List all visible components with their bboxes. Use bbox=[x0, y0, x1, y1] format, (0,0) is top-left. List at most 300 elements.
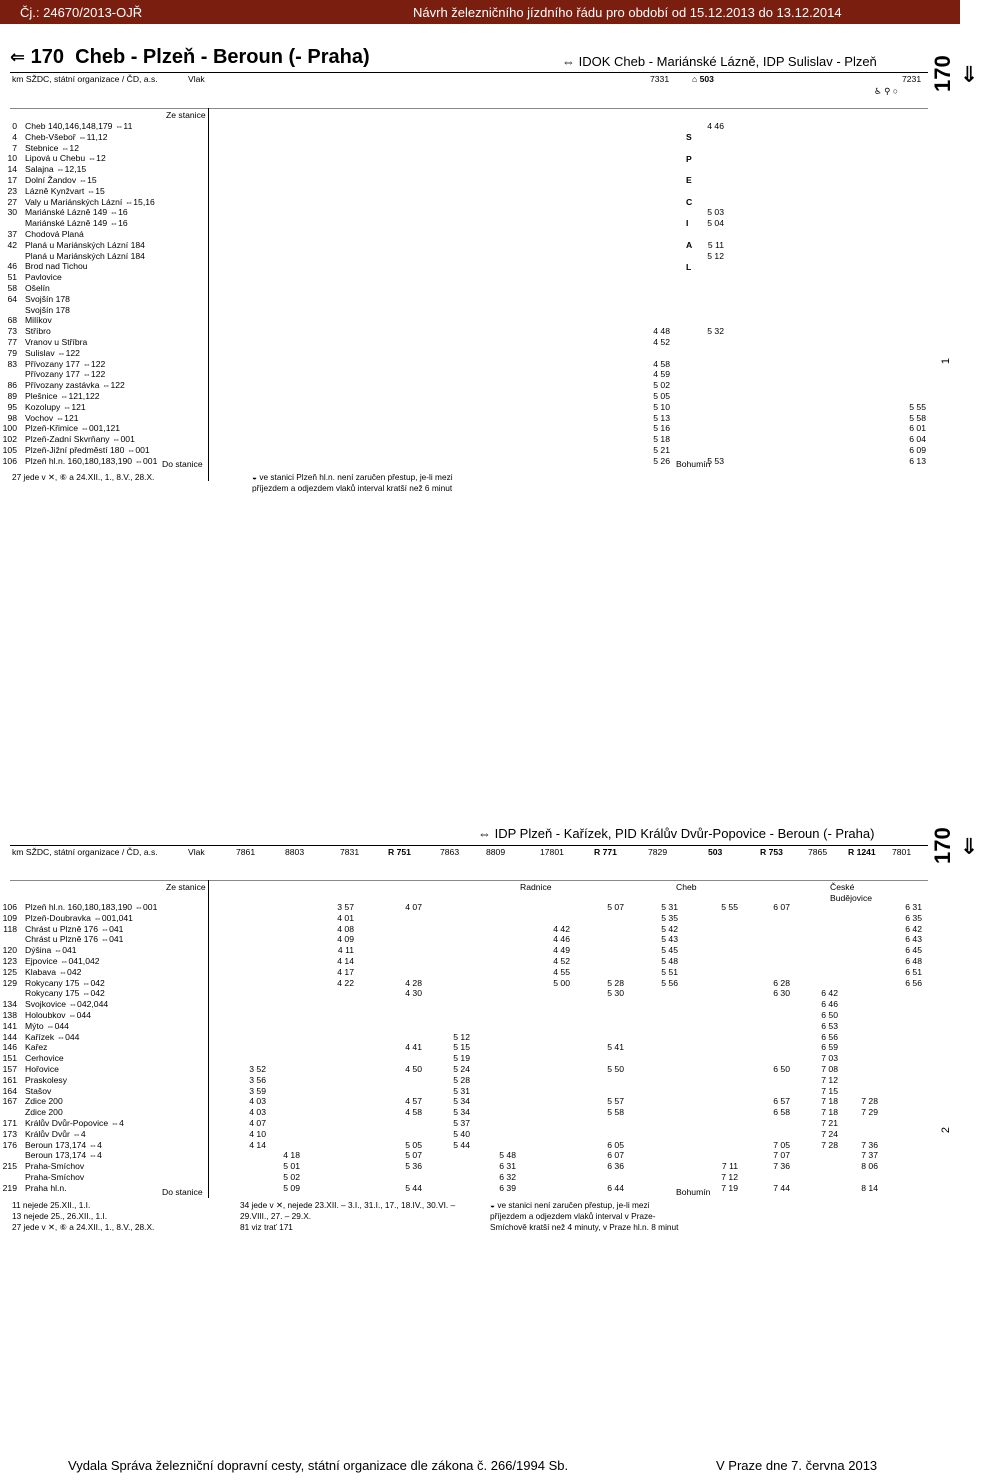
table-row bbox=[0, 359, 930, 370]
time-cell: 4 07 bbox=[405, 902, 422, 912]
time-cell: 5 55 bbox=[909, 401, 926, 412]
km-cell: 4 bbox=[12, 131, 17, 142]
station-name: Praskolesy bbox=[25, 1074, 68, 1085]
table-row bbox=[0, 153, 930, 164]
table1-side-number: 170 ⇐ bbox=[930, 55, 981, 93]
table-row bbox=[0, 1086, 930, 1097]
station-name: Beroun 173,174 ⇔4 bbox=[25, 1150, 102, 1161]
km-cell: 120 bbox=[2, 945, 17, 956]
table2-header-rule bbox=[10, 880, 928, 881]
station-name: Plzeň-Doubravka ⇔001,041 bbox=[25, 912, 133, 923]
km-cell: 106 bbox=[2, 902, 17, 912]
station-name: Kařez bbox=[25, 1042, 48, 1053]
km-cell: 95 bbox=[7, 401, 17, 412]
station-name: Mýto ⇔044 bbox=[25, 1020, 69, 1031]
time-cell: 4 49 bbox=[553, 945, 570, 956]
time-cell: 7 18 bbox=[821, 1107, 838, 1118]
time-cell: 5 07 bbox=[405, 1150, 422, 1161]
time-cell: 5 45 bbox=[661, 945, 678, 956]
time-cell: 4 52 bbox=[553, 956, 570, 966]
station-name: Ejpovice ⇔041,042 bbox=[25, 956, 100, 966]
train-number: R 1241 bbox=[848, 847, 876, 857]
time-cell: 6 44 bbox=[607, 1182, 624, 1193]
table-row bbox=[0, 251, 930, 262]
time-cell: 5 56 bbox=[661, 977, 678, 988]
time-cell: 5 58 bbox=[607, 1107, 624, 1118]
time-cell: 5 15 bbox=[453, 1042, 470, 1053]
time-cell: 6 46 bbox=[821, 999, 838, 1010]
table-row bbox=[0, 967, 930, 978]
table-row bbox=[0, 1032, 930, 1043]
table-row bbox=[0, 305, 930, 316]
km-cell: 134 bbox=[2, 999, 17, 1010]
table2-note-34: 34 jede v ✕, nejede 23.XII. – 3.I., 31.I., 17., 18.IV., 30.VI. – 29.VIII., 27. – 29.X. bbox=[240, 1200, 456, 1221]
vertical-letter: E bbox=[686, 175, 692, 186]
time-cell: 5 12 bbox=[453, 1031, 470, 1042]
time-cell: 4 42 bbox=[553, 923, 570, 934]
table-row bbox=[0, 143, 930, 154]
km-cell: 86 bbox=[7, 380, 17, 391]
station-name: Sulislav ⇔122 bbox=[25, 347, 80, 358]
km-cell: 144 bbox=[2, 1031, 17, 1042]
time-cell: 5 01 bbox=[283, 1161, 300, 1172]
train-number: 7331 bbox=[650, 74, 670, 84]
time-cell: 5 18 bbox=[653, 434, 670, 445]
station-name: Králův Dvůr-Popovice ⇔4 bbox=[25, 1118, 124, 1128]
time-cell: 8 06 bbox=[861, 1161, 878, 1172]
time-cell: 5 10 bbox=[653, 401, 670, 412]
station-name: Plzeň hl.n. 160,180,183,190 ⇔001 bbox=[25, 902, 158, 912]
vertical-letter: C bbox=[686, 196, 693, 207]
km-cell: 100 bbox=[2, 423, 17, 434]
station-name: Přívozany 177 ⇔122 bbox=[25, 358, 106, 369]
table-row bbox=[0, 1140, 930, 1151]
time-cell: 5 37 bbox=[453, 1118, 470, 1128]
table-row bbox=[0, 121, 930, 132]
table-row bbox=[0, 175, 930, 186]
station-name: Dýšina ⇔041 bbox=[25, 945, 77, 956]
origin-cheb: Cheb bbox=[676, 882, 697, 892]
time-cell: 5 19 bbox=[453, 1053, 470, 1064]
time-cell: 4 01 bbox=[337, 912, 354, 923]
time-cell: 5 05 bbox=[653, 391, 670, 401]
time-cell: 4 58 bbox=[405, 1107, 422, 1118]
km-cell: 77 bbox=[7, 337, 17, 347]
time-cell: 7 11 bbox=[721, 1161, 738, 1172]
table-row bbox=[0, 1118, 930, 1129]
time-cell: 5 36 bbox=[405, 1161, 422, 1172]
time-cell: 5 26 bbox=[653, 455, 670, 466]
table-row bbox=[0, 369, 930, 380]
station-name: Chrást u Plzně 176 ⇔041 bbox=[25, 923, 124, 934]
table-row bbox=[0, 1107, 930, 1118]
time-cell: 7 28 bbox=[821, 1139, 838, 1150]
table2-note-81: 81 viz trať 171 bbox=[240, 1222, 293, 1232]
table-row bbox=[0, 913, 930, 924]
time-cell: 6 59 bbox=[821, 1042, 838, 1053]
time-cell: 5 13 bbox=[653, 412, 670, 423]
table-row bbox=[0, 1150, 930, 1161]
destination-bohumin: Bohumín bbox=[676, 1187, 711, 1197]
time-cell: 6 30 bbox=[773, 988, 790, 999]
table-row bbox=[0, 423, 930, 434]
time-cell: 6 07 bbox=[773, 902, 790, 912]
time-cell: 5 28 bbox=[607, 977, 624, 988]
station-name: Klabava ⇔042 bbox=[25, 966, 82, 977]
table-row bbox=[0, 207, 930, 218]
time-cell: 4 14 bbox=[337, 956, 354, 966]
train-number: R 751 bbox=[388, 847, 411, 857]
km-cell: 109 bbox=[2, 912, 17, 923]
table-row bbox=[0, 272, 930, 283]
km-cell: 17 bbox=[7, 175, 17, 185]
table-row bbox=[0, 456, 930, 467]
time-cell: 7 36 bbox=[773, 1161, 790, 1172]
station-name: Lipová u Chebu ⇔12 bbox=[25, 153, 106, 164]
table2-subtitle: ⇔ IDP Plzeň - Kařízek, PID Králův Dvůr-Popovice - Beroun (- Praha) bbox=[478, 826, 875, 841]
table-row bbox=[0, 326, 930, 337]
time-cell: 6 56 bbox=[821, 1031, 838, 1042]
table2-divider bbox=[208, 880, 209, 1198]
time-cell: 4 55 bbox=[553, 966, 570, 977]
km-cell: 118 bbox=[3, 923, 17, 934]
train-number: 7801 bbox=[892, 847, 912, 857]
time-cell: 5 16 bbox=[653, 423, 670, 434]
time-cell: 3 57 bbox=[337, 902, 354, 912]
km-cell: 106 bbox=[2, 455, 17, 466]
km-cell: 27 bbox=[7, 196, 17, 207]
time-cell: 4 18 bbox=[283, 1150, 300, 1161]
km-cell: 98 bbox=[7, 412, 17, 423]
table1-header-rule bbox=[10, 108, 928, 109]
time-cell: 5 34 bbox=[453, 1096, 470, 1107]
train-number: 7861 bbox=[236, 847, 256, 857]
km-cell: 123 bbox=[2, 956, 17, 966]
time-cell: 5 41 bbox=[607, 1042, 624, 1053]
time-cell: 7 07 bbox=[773, 1150, 790, 1161]
footer-publisher: Vydala Správa železniční dopravní cesty, státní organizace dle zákona č. 266/1994 Sb. bbox=[68, 1458, 569, 1473]
table-row bbox=[0, 434, 930, 445]
km-cell: 102 bbox=[2, 434, 17, 445]
station-name: Ošelín bbox=[25, 283, 50, 293]
time-cell: 5 02 bbox=[283, 1172, 300, 1182]
train-number: 17801 bbox=[540, 847, 564, 857]
station-name: Planá u Mariánských Lázní 184 bbox=[25, 239, 145, 250]
station-name: Vochov ⇔121 bbox=[25, 412, 79, 423]
km-cell: 146 bbox=[2, 1042, 17, 1053]
time-cell: 5 32 bbox=[707, 326, 724, 337]
time-cell: 6 09 bbox=[909, 445, 926, 455]
table-row bbox=[0, 1053, 930, 1064]
time-cell: 6 48 bbox=[905, 956, 922, 966]
km-cell: 51 bbox=[7, 272, 17, 283]
time-cell: 5 24 bbox=[453, 1064, 470, 1074]
vertical-letter: L bbox=[686, 261, 692, 272]
table-row bbox=[0, 924, 930, 935]
table-row bbox=[0, 1172, 930, 1183]
time-cell: 6 50 bbox=[773, 1064, 790, 1074]
station-name: Milíkov bbox=[25, 315, 52, 326]
train-number: ⌂ 503 bbox=[692, 74, 714, 84]
time-cell: 3 52 bbox=[249, 1064, 266, 1074]
page-marker: 1 bbox=[940, 357, 953, 365]
time-cell: 6 31 bbox=[905, 902, 922, 912]
table-row bbox=[0, 902, 930, 913]
station-name: Plzeň-Křimice ⇔001,121 bbox=[25, 423, 121, 434]
train-number: R 771 bbox=[594, 847, 617, 857]
km-cell: 0 bbox=[12, 121, 17, 131]
station-name: Králův Dvůr ⇔4 bbox=[25, 1128, 86, 1139]
table1-title: ⇐ 170 Cheb - Plzeň - Beroun (- Praha) bbox=[10, 46, 370, 68]
time-cell: 7 08 bbox=[821, 1064, 838, 1074]
time-cell: 6 51 bbox=[905, 966, 922, 977]
km-cell: 46 bbox=[7, 261, 17, 272]
station-name: Plzeň hl.n. 160,180,183,190 ⇔001 bbox=[25, 455, 158, 466]
km-cell: 14 bbox=[7, 164, 17, 175]
table-row bbox=[0, 164, 930, 175]
station-name: Pavlovice bbox=[25, 272, 62, 283]
km-cell: 79 bbox=[7, 347, 17, 358]
table2-note-transfer: ◒ ve stanici není zaručen přestup, je-li mezi příjezdem a odjezdem vlaků interval v Praze-Smíchově kratší než 4 minuty, v Praze hl.n. 8 minut bbox=[490, 1200, 679, 1232]
station-name: Přívozany 177 ⇔122 bbox=[25, 369, 106, 380]
table-row bbox=[0, 402, 930, 413]
station-name: Brod nad Tichou bbox=[25, 261, 88, 272]
time-cell: 4 46 bbox=[707, 121, 724, 131]
km-cell: 30 bbox=[7, 207, 17, 218]
table-row bbox=[0, 445, 930, 456]
table-row bbox=[0, 197, 930, 208]
table-row bbox=[0, 348, 930, 359]
km-cell: 129 bbox=[2, 977, 17, 988]
km-cell: 89 bbox=[7, 391, 17, 401]
time-cell: 3 56 bbox=[249, 1074, 266, 1085]
time-cell: 4 59 bbox=[653, 369, 670, 380]
vertical-letter: P bbox=[686, 153, 692, 164]
time-cell: 7 44 bbox=[773, 1182, 790, 1193]
table2-side-number: 170 ⇐ bbox=[930, 827, 981, 865]
station-name: Praha-Smíchov bbox=[25, 1161, 85, 1172]
train-number: 8803 bbox=[285, 847, 305, 857]
time-cell: 4 30 bbox=[405, 988, 422, 999]
origin-radnice: Radnice bbox=[520, 882, 552, 892]
time-cell: 7 37 bbox=[861, 1150, 878, 1161]
km-cell: 138 bbox=[2, 1010, 17, 1020]
time-cell: 5 03 bbox=[707, 207, 724, 218]
table2-operator: km SŽDC, státní organizace / ČD, a.s. bbox=[12, 847, 158, 857]
time-cell: 5 51 bbox=[661, 966, 678, 977]
km-cell: 151 bbox=[2, 1053, 17, 1064]
service-icons: ♿ ⚲ ○ bbox=[874, 86, 898, 96]
station-name: Planá u Mariánských Lázní 184 bbox=[25, 250, 145, 261]
time-cell: 5 42 bbox=[661, 923, 678, 934]
station-name: Salajna ⇔12,15 bbox=[25, 164, 87, 175]
time-cell: 6 07 bbox=[607, 1150, 624, 1161]
table-row bbox=[0, 1183, 930, 1194]
km-cell: 171 bbox=[2, 1118, 17, 1128]
station-name: Holoubkov ⇔044 bbox=[25, 1010, 91, 1020]
time-cell: 5 53 bbox=[707, 455, 724, 466]
station-name: Přívozany zastávka ⇔122 bbox=[25, 380, 125, 391]
time-cell: 6 31 bbox=[499, 1161, 516, 1172]
table1-note-27: 27 jede v ✕, ⑥ a 24.XII., 1., 8.V., 28.X. bbox=[12, 472, 155, 482]
time-cell: 4 09 bbox=[337, 934, 354, 945]
time-cell: 5 48 bbox=[661, 956, 678, 966]
time-cell: 4 07 bbox=[249, 1118, 266, 1128]
station-name: Dolní Žandov ⇔15 bbox=[25, 175, 97, 185]
time-cell: 5 21 bbox=[653, 445, 670, 455]
to-station-label: Do stanice bbox=[162, 1187, 203, 1197]
destination-bohumin: Bohumín bbox=[676, 459, 711, 469]
time-cell: 5 04 bbox=[707, 218, 724, 229]
station-name: Mariánské Lázně 149 ⇔16 bbox=[25, 207, 128, 218]
time-cell: 4 52 bbox=[653, 337, 670, 347]
time-cell: 5 31 bbox=[453, 1085, 470, 1096]
origin-ceske-budejovice: České Budějovice bbox=[830, 882, 873, 903]
table-row bbox=[0, 956, 930, 967]
station-name: Cerhovice bbox=[25, 1053, 64, 1064]
time-cell: 6 50 bbox=[821, 1010, 838, 1020]
station-name: Chodová Planá bbox=[25, 229, 84, 239]
time-cell: 6 45 bbox=[905, 945, 922, 956]
time-cell: 5 30 bbox=[607, 988, 624, 999]
time-cell: 4 48 bbox=[653, 326, 670, 337]
table-row bbox=[0, 391, 930, 402]
time-cell: 7 21 bbox=[821, 1118, 838, 1128]
time-cell: 6 13 bbox=[909, 455, 926, 466]
km-cell: 68 bbox=[7, 315, 17, 326]
time-cell: 5 43 bbox=[661, 934, 678, 945]
km-cell: 125 bbox=[2, 966, 17, 977]
time-cell: 4 22 bbox=[337, 977, 354, 988]
table-row bbox=[0, 978, 930, 989]
time-cell: 7 12 bbox=[721, 1172, 738, 1182]
km-cell: 23 bbox=[7, 185, 17, 196]
time-cell: 5 35 bbox=[661, 912, 678, 923]
km-cell: 167 bbox=[2, 1096, 17, 1107]
time-cell: 7 19 bbox=[721, 1182, 738, 1193]
to-station-label: Do stanice bbox=[162, 459, 203, 469]
station-name: Cheb 140,146,148,179 ⇔11 bbox=[25, 121, 133, 131]
table2-note-13: 13 nejede 25., 26.XII., 1.I. bbox=[12, 1211, 108, 1221]
reference-number: Čj.: 24670/2013-OJŘ bbox=[20, 5, 143, 20]
km-cell: 173 bbox=[2, 1128, 17, 1139]
station-name: Stebnice ⇔12 bbox=[25, 142, 79, 153]
station-name: Zdice 200 bbox=[25, 1096, 63, 1107]
time-cell: 4 17 bbox=[337, 966, 354, 977]
km-cell: 219 bbox=[2, 1182, 17, 1193]
km-cell: 215 bbox=[2, 1161, 17, 1172]
km-cell: 42 bbox=[7, 239, 17, 250]
table2-note-27: 27 jede v ✕, ⑥ a 24.XII., 1., 8.V., 28.X. bbox=[12, 1222, 155, 1232]
time-cell: 7 05 bbox=[773, 1139, 790, 1150]
time-cell: 4 08 bbox=[337, 923, 354, 934]
km-cell: 58 bbox=[7, 283, 17, 293]
table-row bbox=[0, 337, 930, 348]
station-name: Svojkovice ⇔042,044 bbox=[25, 999, 109, 1010]
table1-top-rule bbox=[10, 72, 928, 73]
time-cell: 4 41 bbox=[405, 1042, 422, 1053]
time-cell: 5 11 bbox=[707, 239, 724, 250]
time-cell: 6 04 bbox=[909, 434, 926, 445]
time-cell: 6 57 bbox=[773, 1096, 790, 1107]
table1-note-transfer: ◒ ve stanici Plzeň hl.n. není zaručen přestup, je-li mezi příjezdem a odjezdem vlaků interval kratší než 6 minut bbox=[252, 472, 453, 493]
time-cell: 5 40 bbox=[453, 1128, 470, 1139]
table-row bbox=[0, 229, 930, 240]
table2-note-11: 11 nejede 25.XII., 1.I. bbox=[12, 1200, 91, 1210]
time-cell: 6 28 bbox=[773, 977, 790, 988]
station-name: Beroun 173,174 ⇔4 bbox=[25, 1139, 102, 1150]
km-cell: 161 bbox=[2, 1074, 17, 1085]
time-cell: 4 50 bbox=[405, 1064, 422, 1074]
station-name: Svojšín 178 bbox=[25, 293, 70, 304]
time-cell: 5 05 bbox=[405, 1139, 422, 1150]
time-cell: 8 14 bbox=[861, 1182, 878, 1193]
page-marker: 2 bbox=[940, 1126, 953, 1134]
time-cell: 5 31 bbox=[661, 902, 678, 912]
km-cell: 37 bbox=[7, 229, 17, 239]
station-name: Plešnice ⇔121,122 bbox=[25, 391, 100, 401]
time-cell: 5 07 bbox=[607, 902, 624, 912]
time-cell: 6 56 bbox=[905, 977, 922, 988]
time-cell: 4 28 bbox=[405, 977, 422, 988]
from-station-label: Ze stanice bbox=[166, 110, 206, 120]
time-cell: 6 42 bbox=[905, 923, 922, 934]
table2-vlak-label: Vlak bbox=[188, 847, 205, 857]
time-cell: 5 58 bbox=[909, 412, 926, 423]
time-cell: 7 18 bbox=[821, 1096, 838, 1107]
table1-subtitle: ⇔ IDOK Cheb - Mariánské Lázně, IDP Sulislav - Plzeň bbox=[562, 54, 877, 69]
time-cell: 5 55 bbox=[721, 902, 738, 912]
table-row bbox=[0, 945, 930, 956]
vertical-letter: I bbox=[686, 218, 689, 229]
table-row bbox=[0, 1021, 930, 1032]
table1-divider bbox=[208, 108, 209, 481]
station-name: Stříbro bbox=[25, 326, 51, 337]
time-cell: 5 12 bbox=[707, 250, 724, 261]
time-cell: 4 03 bbox=[249, 1096, 266, 1107]
footer-date: V Praze dne 7. června 2013 bbox=[716, 1458, 878, 1473]
time-cell: 6 43 bbox=[905, 934, 922, 945]
km-cell: 7 bbox=[12, 142, 17, 153]
train-number: 8809 bbox=[486, 847, 506, 857]
time-cell: 6 32 bbox=[499, 1172, 516, 1182]
table-row bbox=[0, 315, 930, 326]
table-row bbox=[0, 294, 930, 305]
time-cell: 6 39 bbox=[499, 1182, 516, 1193]
table-row bbox=[0, 240, 930, 251]
table-row bbox=[0, 1129, 930, 1140]
table-row bbox=[0, 218, 930, 229]
station-name: Praha-Smíchov bbox=[25, 1172, 85, 1182]
time-cell: 7 03 bbox=[821, 1053, 838, 1064]
station-name: Lázně Kynžvart ⇔15 bbox=[25, 185, 105, 196]
station-name: Zdice 200 bbox=[25, 1107, 63, 1118]
train-number: 7231 bbox=[902, 74, 922, 84]
document-title: Návrh železničního jízdního řádu pro období od 15.12.2013 do 13.12.2014 bbox=[413, 5, 842, 20]
km-cell: 83 bbox=[7, 358, 17, 369]
station-name: Svojšín 178 bbox=[25, 304, 70, 315]
time-cell: 4 46 bbox=[553, 934, 570, 945]
table-row bbox=[0, 1075, 930, 1086]
time-cell: 7 24 bbox=[821, 1128, 838, 1139]
time-cell: 5 28 bbox=[453, 1074, 470, 1085]
time-cell: 7 28 bbox=[861, 1096, 878, 1107]
km-cell: 157 bbox=[2, 1064, 17, 1074]
station-name: Stašov bbox=[25, 1085, 52, 1096]
train-number: 7865 bbox=[808, 847, 828, 857]
train-number: 7829 bbox=[648, 847, 668, 857]
station-name: Valy u Mariánských Lázní ⇔15,16 bbox=[25, 196, 155, 207]
